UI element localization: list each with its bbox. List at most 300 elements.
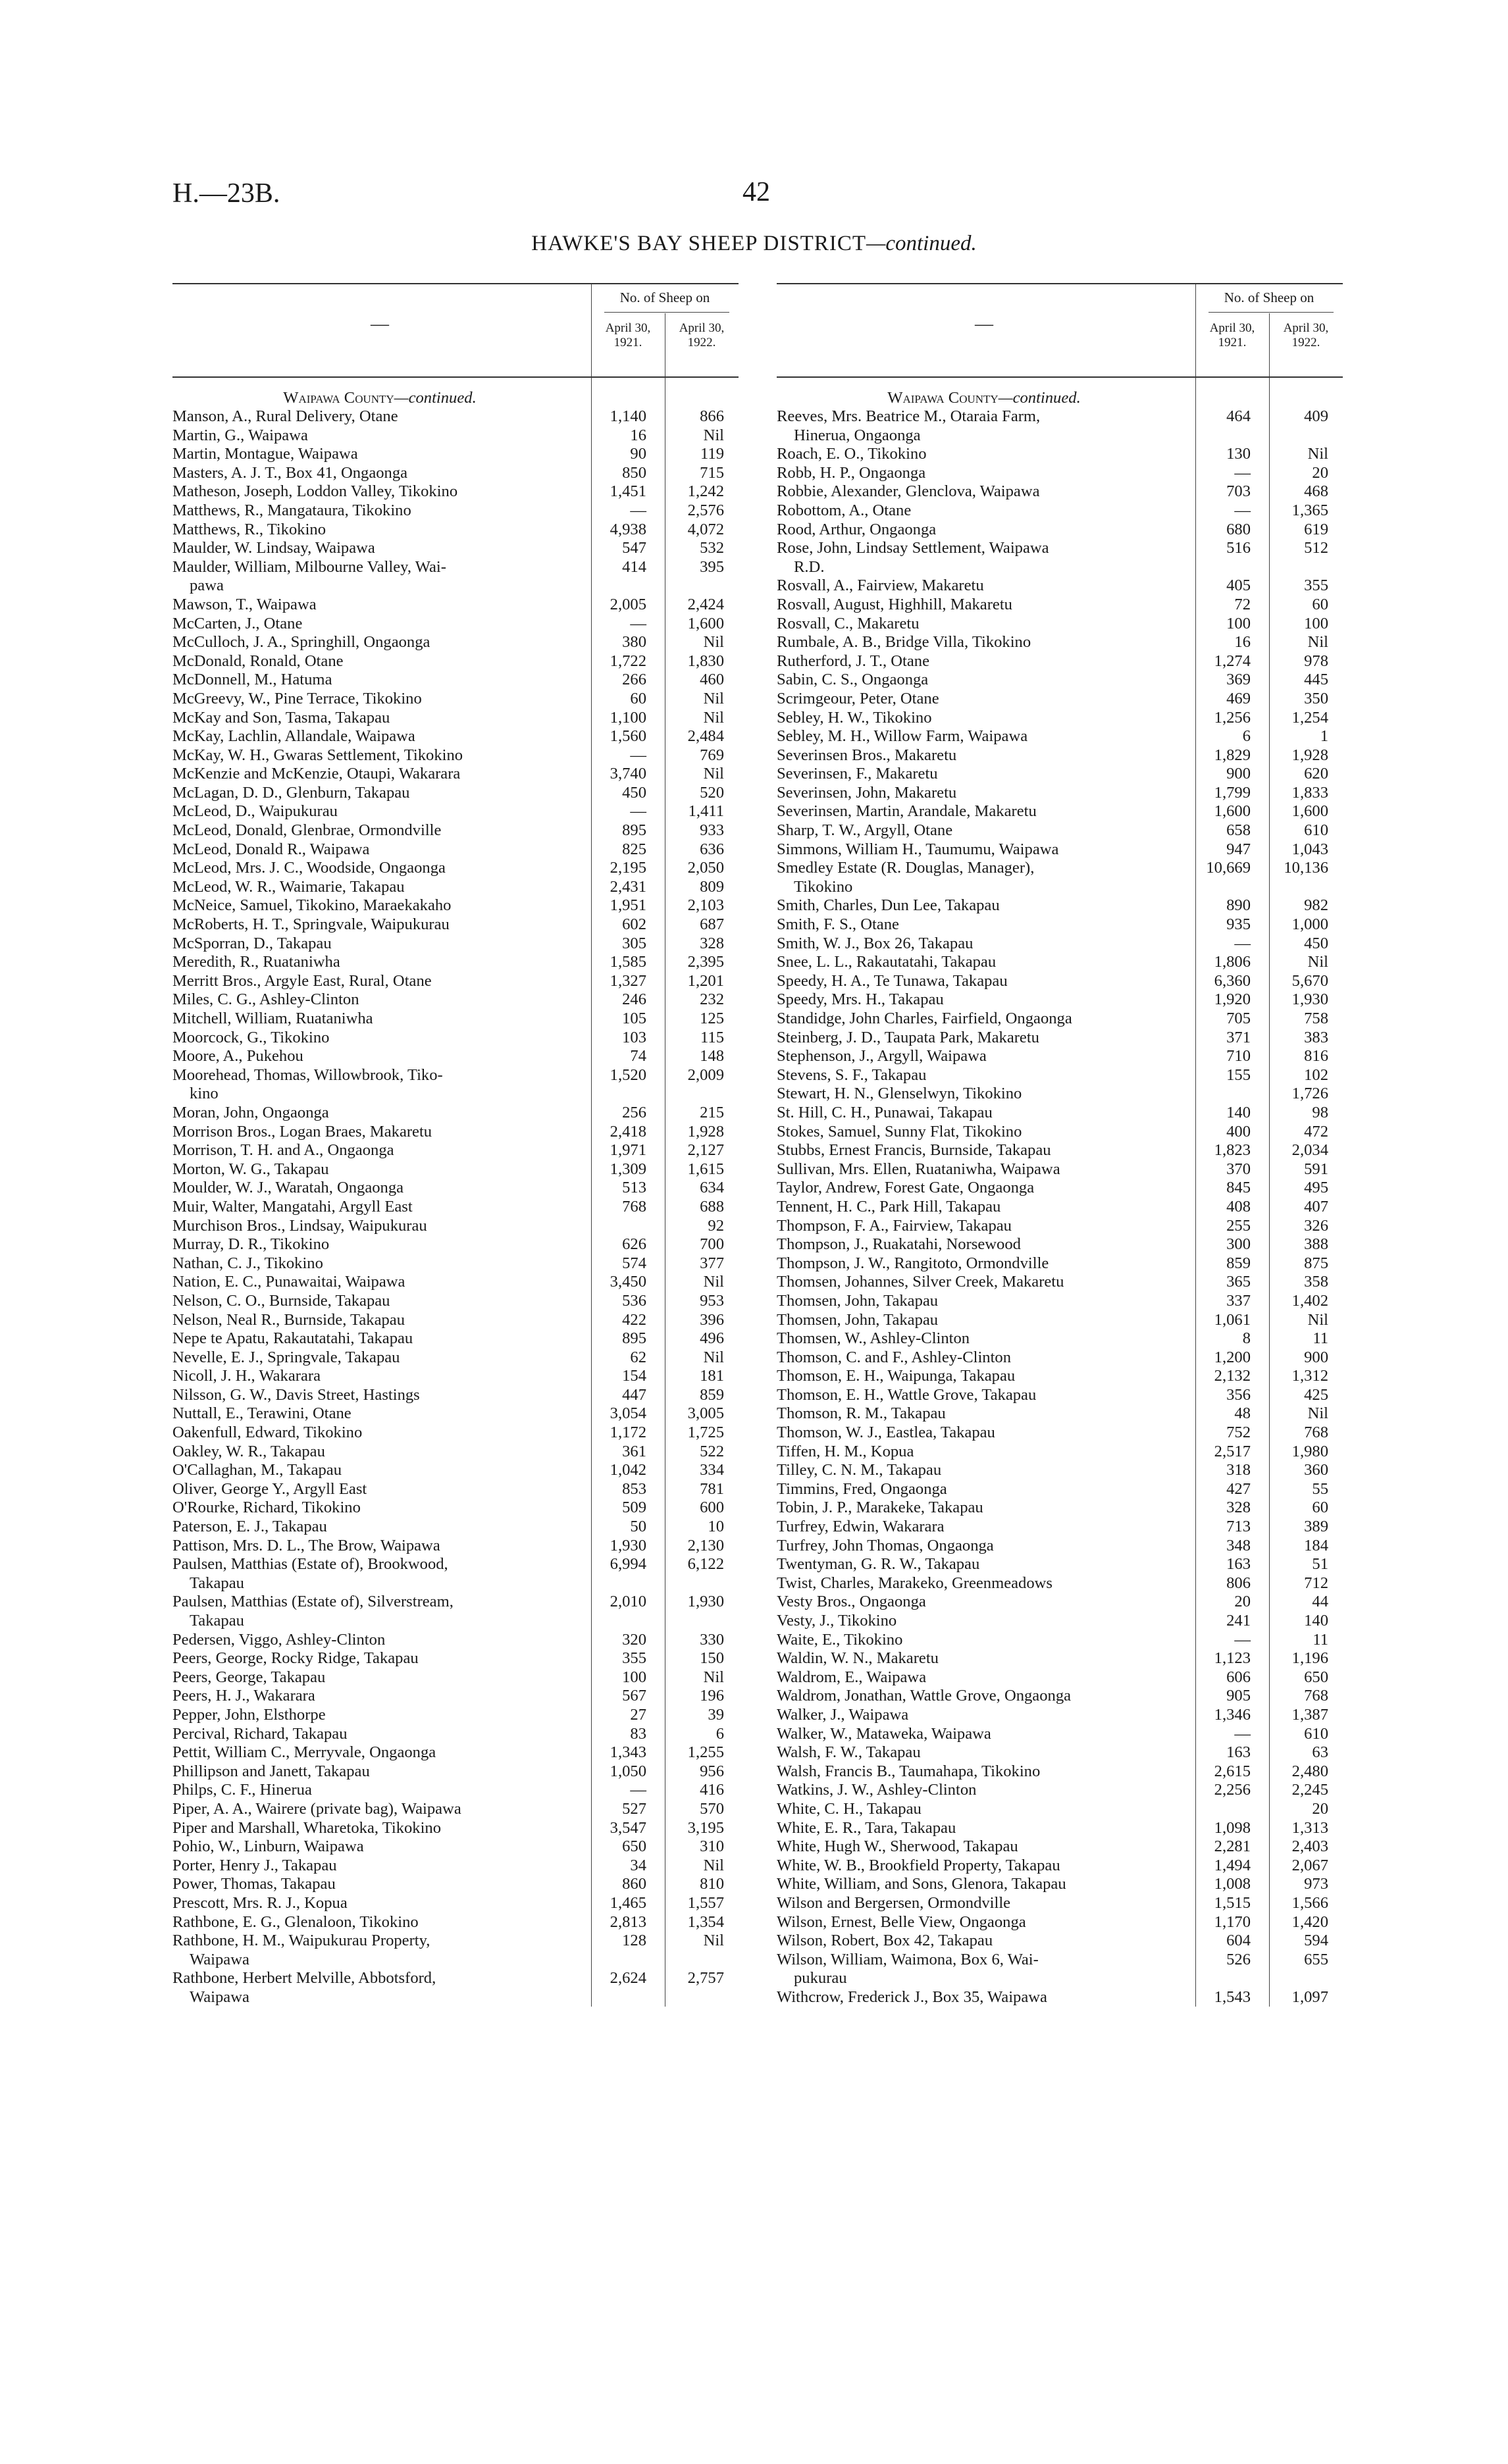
table-row xyxy=(777,1612,1343,1631)
sheep-1922: 1,313 xyxy=(1291,1818,1328,1837)
sheep-1922: 360 xyxy=(1304,1461,1328,1479)
sheep-1921: 155 xyxy=(1226,1065,1251,1084)
title-suffix: —continued. xyxy=(866,232,977,255)
sheep-1921: 825 xyxy=(622,840,646,858)
left-column xyxy=(172,283,739,2007)
owner-name-text: Rose, John, Lindsay Settlement, Waipawa xyxy=(777,539,1049,557)
owner-name-text: Steinberg, J. D., Taupata Park, Makaretu xyxy=(777,1028,1039,1046)
table-row xyxy=(777,1743,1343,1762)
sheep-1922: 600 xyxy=(700,1499,724,1517)
sheep-1921: 1,823 xyxy=(1214,1141,1251,1160)
owner-name xyxy=(172,690,582,709)
table-row xyxy=(172,407,739,426)
owner-name xyxy=(172,1518,582,1537)
owner-name-text: Moorehead, Thomas, Willowbrook, Tiko- xyxy=(172,1065,443,1084)
table-row xyxy=(172,1179,739,1198)
owner-name xyxy=(777,1273,1186,1292)
sheep-1922: 60 xyxy=(1312,595,1328,613)
owner-name xyxy=(172,1913,582,1932)
table-row xyxy=(777,521,1343,540)
sheep-1921: 768 xyxy=(622,1197,646,1216)
table-row xyxy=(777,1480,1343,1499)
sheep-1922: 1,600 xyxy=(687,614,724,632)
table-row xyxy=(172,633,739,652)
owner-name xyxy=(172,558,582,596)
owner-name-text: Robb, H. P., Ongaonga xyxy=(777,463,926,482)
owner-name xyxy=(777,577,1186,596)
table-row xyxy=(777,1292,1343,1311)
owner-name xyxy=(172,1386,582,1405)
owner-name xyxy=(777,765,1186,784)
owner-name xyxy=(172,1010,582,1029)
sheep-1922: 2,424 xyxy=(687,595,724,613)
county-heading xyxy=(172,388,587,407)
sheep-1921: 72 xyxy=(1234,595,1251,613)
owner-name-text: Oakley, W. R., Takapau xyxy=(172,1442,325,1460)
sheep-1921: 380 xyxy=(622,633,646,652)
sheep-1921: 1,515 xyxy=(1214,1893,1251,1912)
owner-name-text: Thomsen, Johannes, Silver Creek, Makaretu xyxy=(777,1273,1064,1291)
table-row xyxy=(777,1217,1343,1236)
owner-name xyxy=(172,633,582,652)
sheep-1921: 1,256 xyxy=(1214,708,1251,727)
sheep-1922: 1,557 xyxy=(687,1893,724,1912)
table-row xyxy=(172,1198,739,1217)
table-row xyxy=(172,521,739,540)
sheep-1921: 328 xyxy=(1226,1499,1251,1517)
sheep-1921: 1,309 xyxy=(610,1160,646,1178)
owner-name-text: Murchison Bros., Lindsay, Waipukurau xyxy=(172,1216,427,1235)
owner-name-continuation: Tikokino xyxy=(794,877,853,896)
owner-name-text: Walsh, Francis B., Taumahapa, Tikokino xyxy=(777,1762,1041,1780)
sheep-1922: 1,930 xyxy=(1291,990,1328,1009)
sheep-1922: 2,067 xyxy=(1291,1856,1328,1874)
sheep-1921: 859 xyxy=(1226,1254,1251,1272)
owner-name xyxy=(172,746,582,765)
table-row xyxy=(777,990,1343,1010)
owner-name-text: Nelson, Neal R., Burnside, Takapau xyxy=(172,1310,405,1329)
owner-name-text: Nilsson, G. W., Davis Street, Hastings xyxy=(172,1385,420,1404)
sheep-1921: 1,200 xyxy=(1214,1348,1251,1366)
sheep-1922: 1,000 xyxy=(1291,915,1328,934)
sheep-1922: 933 xyxy=(700,821,724,840)
owner-name-text: Sebley, H. W., Tikokino xyxy=(777,708,932,727)
owner-name xyxy=(777,1141,1186,1160)
table-row xyxy=(172,539,739,558)
owner-name-text: Waldin, W. N., Makaretu xyxy=(777,1649,939,1668)
owner-name xyxy=(777,1837,1186,1857)
sheep-1921: 860 xyxy=(622,1875,646,1893)
table-row xyxy=(777,1574,1343,1593)
sheep-1921: 710 xyxy=(1226,1047,1251,1065)
owner-name-text: Sullivan, Mrs. Ellen, Ruataniwha, Waipawa xyxy=(777,1160,1060,1178)
owner-name xyxy=(172,1499,582,1518)
table-header xyxy=(777,283,1343,378)
table-row xyxy=(172,596,739,615)
sheep-1921: 1,100 xyxy=(610,708,646,727)
table-row xyxy=(777,1443,1343,1462)
owner-name xyxy=(777,953,1186,972)
table-row xyxy=(172,727,739,746)
owner-name-text: Robbie, Alexander, Glenclova, Waipawa xyxy=(777,482,1040,501)
sheep-1921: 356 xyxy=(1226,1385,1251,1404)
sheep-1922: Nil xyxy=(703,1348,724,1366)
table-row xyxy=(777,765,1343,784)
table-row xyxy=(777,1593,1343,1612)
owner-name xyxy=(172,1424,582,1443)
sheep-1922: 3,195 xyxy=(687,1818,724,1837)
owner-name-text: Pettit, William C., Merryvale, Ongaonga xyxy=(172,1743,436,1762)
owner-name xyxy=(777,784,1186,803)
sheep-1921: — xyxy=(630,1781,646,1799)
owner-name xyxy=(777,521,1186,540)
table-row xyxy=(777,935,1343,954)
sheep-1922: 1,354 xyxy=(687,1912,724,1931)
table-row xyxy=(172,482,739,501)
sheep-1921: 705 xyxy=(1226,1010,1251,1027)
sheep-1921: 509 xyxy=(622,1499,646,1517)
sheep-1922: 2,484 xyxy=(687,727,724,746)
sheep-1922: 100 xyxy=(1304,614,1328,632)
owner-name-text: Nevelle, E. J., Springvale, Takapau xyxy=(172,1348,400,1366)
table-row xyxy=(172,1367,739,1386)
table-row xyxy=(777,1555,1343,1574)
sheep-1921: 50 xyxy=(630,1518,646,1536)
owner-name xyxy=(777,1254,1186,1273)
sheep-1921: 850 xyxy=(622,463,646,482)
sheep-1921: 361 xyxy=(622,1442,646,1460)
owner-name xyxy=(777,1217,1186,1236)
sheep-1921: 900 xyxy=(1226,765,1251,783)
sheep-1921: 713 xyxy=(1226,1518,1251,1536)
owner-name-text: Pohio, W., Linburn, Waipawa xyxy=(172,1837,364,1856)
sheep-1921: 1,951 xyxy=(610,896,646,915)
sheep-1922: 5,670 xyxy=(1291,971,1328,990)
owner-name xyxy=(777,1706,1186,1725)
table-row xyxy=(172,1706,739,1725)
table-row xyxy=(777,915,1343,935)
sheep-1922: 1,830 xyxy=(687,652,724,670)
owner-name xyxy=(777,1443,1186,1462)
owner-name-text: Nepe te Apatu, Rakautatahi, Takapau xyxy=(172,1329,413,1348)
owner-name xyxy=(777,1537,1186,1556)
sheep-1921: — xyxy=(630,802,646,821)
sheep-1922: 39 xyxy=(708,1705,724,1724)
column-divider xyxy=(1195,378,1196,2007)
sheep-1921: 408 xyxy=(1226,1197,1251,1216)
sheep-1922: 383 xyxy=(1304,1028,1328,1046)
owner-name-continuation: Waipawa xyxy=(190,1950,249,1968)
owner-name xyxy=(172,802,582,821)
table-row xyxy=(172,1668,739,1687)
sheep-1922: 6 xyxy=(715,1724,724,1743)
table-row xyxy=(172,1762,739,1782)
owner-name-text: White, William, and Sons, Glenora, Takapau xyxy=(777,1875,1066,1893)
sheep-1922: 512 xyxy=(1304,539,1328,557)
owner-name xyxy=(777,1311,1186,1330)
sheep-1921: 20 xyxy=(1234,1593,1251,1611)
table-row xyxy=(172,1123,739,1142)
sheep-1922: 2,050 xyxy=(687,859,724,877)
owner-name-text: Stephenson, J., Argyll, Waipawa xyxy=(777,1047,987,1065)
owner-name-text: Martin, Montague, Waipawa xyxy=(172,445,358,463)
table-row xyxy=(172,1837,739,1857)
sheep-1921: 3,740 xyxy=(610,765,646,783)
year-1921-header: April 30, 1921. xyxy=(1209,321,1255,349)
sheep-1921: 1,172 xyxy=(610,1424,646,1442)
table-row xyxy=(777,1029,1343,1048)
owner-name-text: White, E. R., Tara, Takapau xyxy=(777,1818,956,1837)
owner-name-text: Paterson, E. J., Takapau xyxy=(172,1518,327,1536)
sheep-1921: 1,327 xyxy=(610,971,646,990)
owner-name-text: Nicoll, J. H., Wakarara xyxy=(172,1367,321,1385)
owner-name-text: Maulder, W. Lindsay, Waipawa xyxy=(172,539,375,557)
owner-name-text: Thomsen, W., Ashley-Clinton xyxy=(777,1329,970,1348)
table-body xyxy=(777,378,1343,2007)
table-row xyxy=(172,1443,739,1462)
sheep-1921: 74 xyxy=(630,1047,646,1065)
sheep-1921: 300 xyxy=(1226,1235,1251,1254)
table-row xyxy=(777,1988,1343,2007)
owner-name xyxy=(777,972,1186,991)
table-row xyxy=(172,1461,739,1480)
owner-name xyxy=(172,1969,582,2007)
sheep-1922: 20 xyxy=(1312,463,1328,482)
sheep-1922: 688 xyxy=(700,1197,724,1216)
table-row xyxy=(172,765,739,784)
sheep-1922: 60 xyxy=(1312,1499,1328,1517)
table-header xyxy=(172,283,739,378)
sheep-1922: 3,005 xyxy=(687,1404,724,1423)
table-row xyxy=(777,1518,1343,1537)
table-row xyxy=(777,1913,1343,1932)
sheep-1921: 2,615 xyxy=(1214,1762,1251,1780)
sheep-1921: 2,132 xyxy=(1214,1367,1251,1385)
owner-name xyxy=(777,1047,1186,1066)
sheep-1922: Nil xyxy=(703,1668,724,1686)
owner-name xyxy=(777,727,1186,746)
sheep-1921: 547 xyxy=(622,539,646,557)
sheep-1922: 520 xyxy=(700,783,724,802)
owner-name-text: McLeod, Donald R., Waipawa xyxy=(172,840,370,858)
owner-name xyxy=(172,1273,582,1292)
owner-name xyxy=(172,1631,582,1650)
owner-name xyxy=(172,1367,582,1386)
table-row xyxy=(172,1292,739,1311)
table-row xyxy=(777,445,1343,464)
sheep-1921: 100 xyxy=(622,1668,646,1686)
owner-name xyxy=(172,1706,582,1725)
sheep-1922: 1,615 xyxy=(687,1160,724,1178)
right-column xyxy=(777,283,1343,2007)
owner-name-text: Morton, W. G., Takapau xyxy=(172,1160,329,1178)
table-row xyxy=(777,802,1343,821)
owner-name-text: White, W. B., Brookfield Property, Takapau xyxy=(777,1856,1060,1874)
sheep-1922: 1,726 xyxy=(1291,1085,1328,1103)
owner-name xyxy=(172,1198,582,1217)
owner-name-continuation: pukurau xyxy=(794,1969,847,1988)
sheep-1921: 337 xyxy=(1226,1291,1251,1310)
sheep-1921: 1,600 xyxy=(1214,802,1251,821)
sheep-1922: 468 xyxy=(1304,482,1328,501)
owner-name-text: Morrison, T. H. and A., Ongaonga xyxy=(172,1141,394,1160)
sheep-1921: — xyxy=(1234,934,1251,952)
sheep-1922: 334 xyxy=(700,1461,724,1479)
table-row xyxy=(777,840,1343,860)
owner-name xyxy=(172,1461,582,1480)
sheep-1922: 1,600 xyxy=(1291,802,1328,821)
table-row xyxy=(172,1725,739,1744)
sheep-1922: 1,097 xyxy=(1291,1988,1328,2006)
sheep-1921: 1,042 xyxy=(610,1461,646,1479)
sheep-1922: 10 xyxy=(708,1518,724,1536)
owner-name-text: McDonnell, M., Hatuma xyxy=(172,671,332,689)
sheep-1921: 2,418 xyxy=(610,1122,646,1141)
sheep-1921: 752 xyxy=(1226,1424,1251,1442)
owner-name xyxy=(777,1235,1186,1254)
owner-name-text: McKay and Son, Tasma, Takapau xyxy=(172,708,390,727)
owner-name-text: Oliver, George Y., Argyll East xyxy=(172,1479,367,1498)
table-row xyxy=(777,1819,1343,1838)
owner-name-text: St. Hill, C. H., Punawai, Takapau xyxy=(777,1103,993,1121)
table-row xyxy=(172,501,739,521)
sheep-1921: 905 xyxy=(1226,1687,1251,1705)
sheep-1921: 935 xyxy=(1226,915,1251,934)
table-row xyxy=(777,1649,1343,1668)
sheep-1922: 1,928 xyxy=(687,1122,724,1141)
table-row xyxy=(172,1894,739,1913)
table-row xyxy=(172,709,739,728)
sheep-1922: 687 xyxy=(700,915,724,934)
owner-name xyxy=(172,765,582,784)
table-row xyxy=(172,1555,739,1593)
owner-name-text: Phillipson and Janett, Takapau xyxy=(172,1762,370,1780)
owner-name-text: Severinsen, Martin, Arandale, Makaretu xyxy=(777,802,1037,821)
sheep-1922: 619 xyxy=(1304,520,1328,538)
owner-name-text: Tennent, H. C., Park Hill, Takapau xyxy=(777,1197,1001,1216)
owner-name xyxy=(172,1254,582,1273)
county-name: Waipawa County xyxy=(283,389,394,407)
name-column-header: — xyxy=(371,314,389,334)
table-row xyxy=(777,615,1343,634)
sheep-1922: 395 xyxy=(700,557,724,576)
owner-name-text: O'Callaghan, M., Takapau xyxy=(172,1461,342,1479)
owner-name-text: Walker, J., Waipawa xyxy=(777,1705,909,1724)
sheep-1922: 1,411 xyxy=(688,802,724,821)
table-row xyxy=(172,1217,739,1236)
table-row xyxy=(172,1687,739,1706)
owner-name-text: Simmons, William H., Taumumu, Waipawa xyxy=(777,840,1059,858)
sheep-1922: 389 xyxy=(1304,1518,1328,1536)
owner-name xyxy=(777,1123,1186,1142)
sheep-1922: 44 xyxy=(1312,1593,1328,1611)
table-row xyxy=(777,1687,1343,1706)
owner-name-text: McLagan, D. D., Glenburn, Takapau xyxy=(172,783,410,802)
owner-name xyxy=(777,1649,1186,1668)
owner-name xyxy=(777,746,1186,765)
sheep-1922: 768 xyxy=(1304,1687,1328,1705)
owner-name-text: Robottom, A., Otane xyxy=(777,501,912,519)
sheep-1922: 522 xyxy=(700,1442,724,1460)
sheep-1921: 1,465 xyxy=(610,1893,646,1912)
owner-name xyxy=(777,1951,1186,1988)
owner-name xyxy=(777,1499,1186,1518)
owner-name xyxy=(777,1480,1186,1499)
owner-name xyxy=(777,464,1186,483)
owner-name-text: McSporran, D., Takapau xyxy=(172,934,332,952)
owner-name xyxy=(777,1160,1186,1179)
county-name: Waipawa County xyxy=(887,389,999,407)
sheep-1921: 650 xyxy=(622,1837,646,1856)
table-row xyxy=(172,972,739,991)
sheep-1921: 626 xyxy=(622,1235,646,1254)
sheep-1921: 405 xyxy=(1226,577,1251,595)
owner-name xyxy=(777,445,1186,464)
sheep-1922: 425 xyxy=(1304,1385,1328,1404)
owner-name-text: Wilson, Ernest, Belle View, Ongaonga xyxy=(777,1912,1026,1931)
owner-name-text: Thomson, E. H., Waipunga, Takapau xyxy=(777,1367,1016,1385)
owner-name-continuation: Waipawa xyxy=(190,1988,249,2006)
owner-name xyxy=(172,972,582,991)
owner-name-text: Prescott, Mrs. R. J., Kopua xyxy=(172,1893,348,1912)
sheep-1922: 472 xyxy=(1304,1122,1328,1141)
owner-name-text: Turfrey, Edwin, Wakarara xyxy=(777,1518,945,1536)
owner-name-text: Percival, Richard, Takapau xyxy=(172,1724,348,1743)
sheep-1922: 712 xyxy=(1304,1574,1328,1592)
table-row xyxy=(777,482,1343,501)
sheep-1922: 409 xyxy=(1304,407,1328,425)
table-row xyxy=(777,464,1343,483)
owner-name-text: Nation, E. C., Punawaitai, Waipawa xyxy=(172,1273,405,1291)
owner-name xyxy=(172,990,582,1010)
owner-name xyxy=(172,1781,582,1800)
table-body xyxy=(172,378,739,2007)
column-divider xyxy=(1269,378,1270,2007)
owner-name xyxy=(777,896,1186,915)
sheep-1921: 447 xyxy=(622,1385,646,1404)
owner-name-text: Tiffen, H. M., Kopua xyxy=(777,1442,914,1460)
owner-name-text: Stewart, H. N., Glenselwyn, Tikokino xyxy=(777,1085,1022,1103)
sheep-1922: 2,127 xyxy=(687,1141,724,1160)
owner-name-continuation: Hinerua, Ongaonga xyxy=(794,426,921,444)
owner-name xyxy=(777,990,1186,1010)
sheep-1922: 1,254 xyxy=(1291,708,1328,727)
sheep-1922: Nil xyxy=(703,1856,724,1874)
sheep-1921: 1,799 xyxy=(1214,783,1251,802)
owner-name-text: Scrimgeour, Peter, Otane xyxy=(777,689,939,707)
owner-name xyxy=(777,1913,1186,1932)
owner-name-text: Waldrom, Jonathan, Wattle Grove, Ongaonga xyxy=(777,1687,1072,1705)
owner-name-text: Rathbone, H. M., Waipukurau Property, xyxy=(172,1932,430,1950)
owner-name-text: Maulder, William, Milbourne Valley, Wai- xyxy=(172,557,446,576)
page-title xyxy=(0,232,1508,256)
table-row xyxy=(777,577,1343,596)
table-row xyxy=(172,915,739,935)
sheep-1921: 2,005 xyxy=(610,595,646,613)
owner-name xyxy=(777,859,1186,896)
owner-name-text: Moore, A., Pukehou xyxy=(172,1047,303,1065)
sheep-1922: 655 xyxy=(1304,1950,1328,1968)
table-row xyxy=(777,972,1343,991)
owner-name-text: Meredith, R., Ruataniwha xyxy=(172,953,340,971)
table-row xyxy=(777,1894,1343,1913)
sheep-1922: 98 xyxy=(1312,1103,1328,1121)
sheep-1922: Nil xyxy=(703,765,724,783)
sheep-1922: 2,757 xyxy=(687,1969,724,1988)
owner-name xyxy=(172,915,582,935)
owner-name xyxy=(172,1311,582,1330)
owner-name-text: Sebley, M. H., Willow Farm, Waipawa xyxy=(777,727,1028,746)
